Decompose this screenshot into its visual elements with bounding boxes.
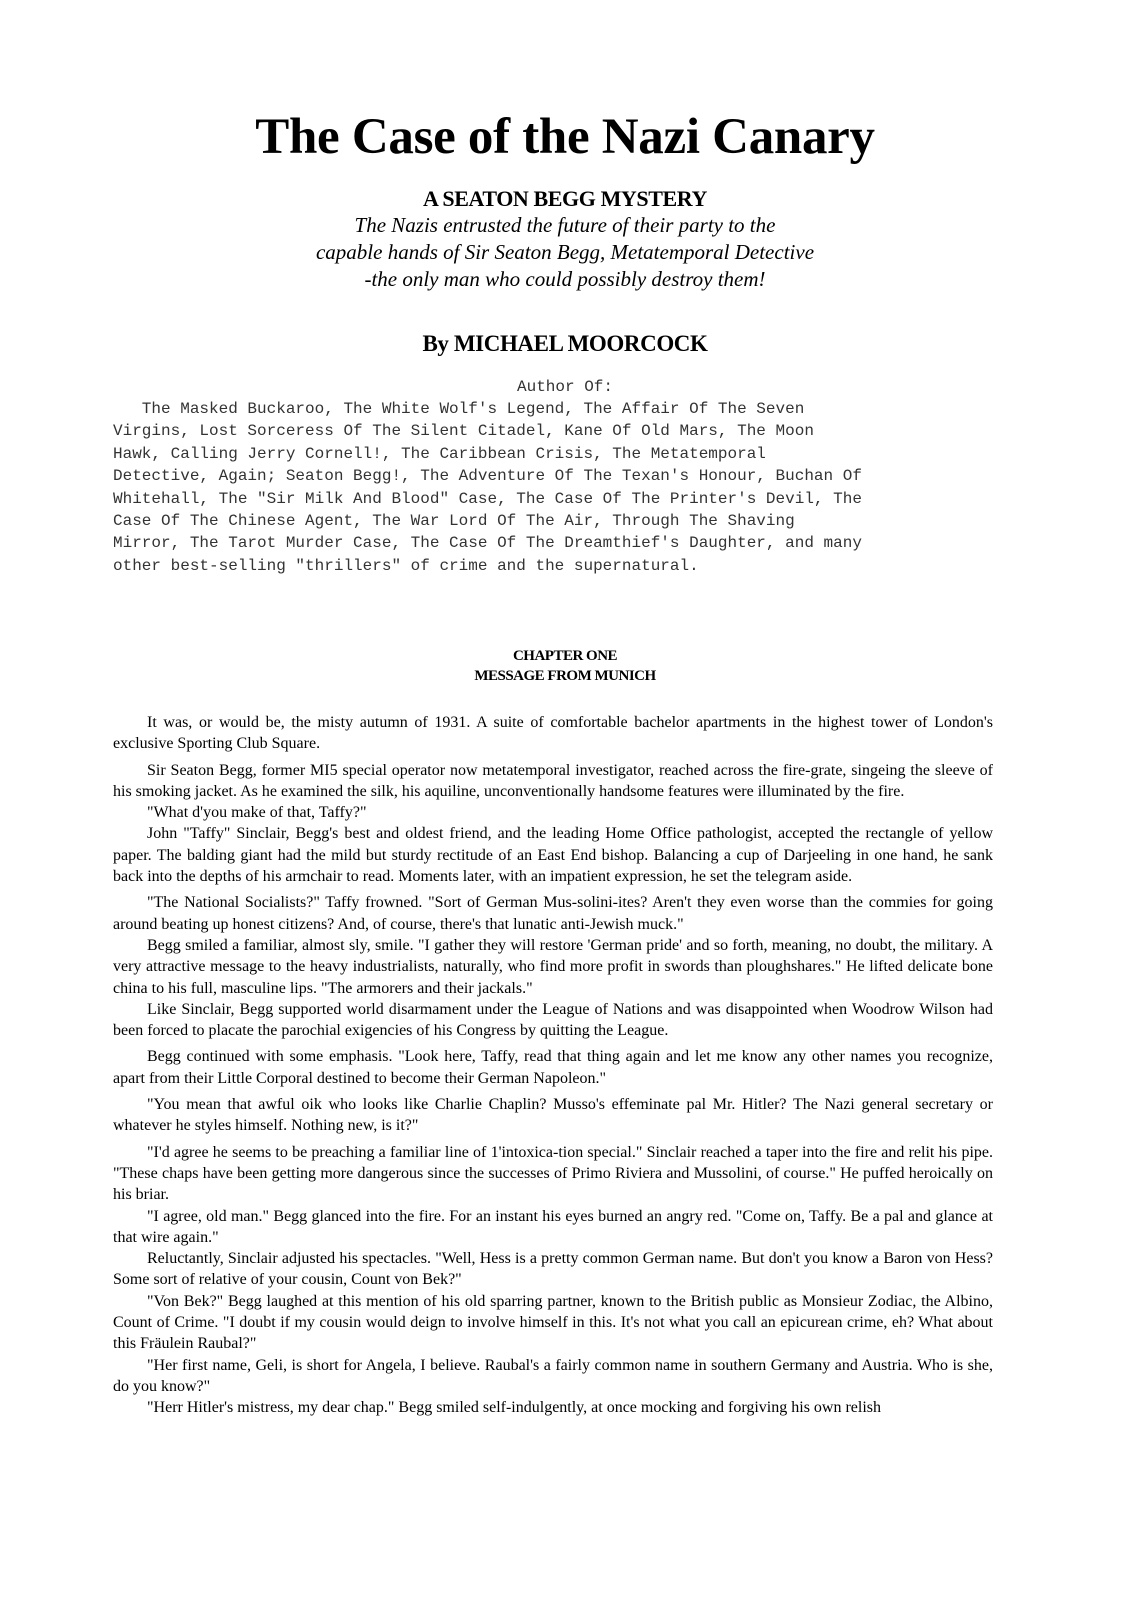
paragraph: Begg smiled a familiar, almost sly, smile. "I gather they will restore 'German pride' and so forth, meaning, no doubt, the military. A very attractive message to the heavy industrialists, naturally, who find more profit in swords than ploughshares." He lifted delicate bone china to his full, masculine lips. "The armorers and their jackals." — [113, 936, 993, 997]
author-of-line: Case Of The Chinese Agent, The War Lord Of The Air, Through The Shaving — [113, 512, 795, 531]
paragraph: "Her first name, Geli, is short for Angela, I believe. Raubal's a fairly common name in southern Germany and Austria. Who is she, do you know?" — [113, 1356, 993, 1395]
paragraph: Reluctantly, Sinclair adjusted his spectacles. "Well, Hess is a pretty common German name. But don't you know a Baron von Hess? Some sort of relative of your cousin, Count von Bek?" — [113, 1250, 993, 1289]
author-byline: By MICHAEL MOORCOCK — [422, 331, 708, 356]
paragraph: "Herr Hitler's mistress, my dear chap." Begg smiled self-indulgently, at once mocking and forgiving his own relish — [147, 1399, 882, 1417]
author-of-line: Whitehall, The "Sir Milk And Blood" Case, The Case Of The Printer's Devil, The — [113, 489, 862, 508]
paragraph: Like Sinclair, Begg supported world disarmament under the League of Nations and was disappointed when Woodrow Wilson had been forced to placate the parochial exigencies of his Congress by quitting the League. — [113, 1000, 993, 1040]
paragraph: Sir Seaton Begg, former MI5 special operator now metatemporal investigator, reached across the fire-grate, singeing the sleeve of his smoking jacket. As he examined the silk, his aquiline, unconventionally handsome features were illuminated by the fire. — [113, 761, 993, 800]
author-of-line: other best-selling "thrillers" of crime and the supernatural. — [113, 556, 699, 575]
paragraph: Begg continued with some emphasis. "Look here, Taffy, read that thing again and let me know any other names you recognize, apart from their Little Corporal destined to become their German Napoleon." — [113, 1048, 993, 1087]
paragraph: It was, or would be, the misty autumn of 1931. A suite of comfortable bachelor apartments in the highest tower of London's exclusive Sporting Club Square. — [113, 714, 993, 753]
tagline-line: capable hands of Sir Seaton Begg, Metatemporal Detective — [315, 240, 815, 264]
story-body — [113, 712, 993, 1419]
paragraph: "The National Socialists?" Taffy frowned. "Sort of German Mus-solini-ites? Aren't they even worse than the commies for going around beating up honest citizens? And, of course, there's that lunatic anti-Jewish muck." — [113, 894, 993, 933]
chapter-number: CHAPTER ONE — [512, 648, 618, 664]
paragraph: "I agree, old man." Begg glanced into the fire. For an instant his eyes burned an angry red. "Come on, Taffy. Be a pal and glance at that wire again." — [113, 1207, 993, 1246]
author-of-line: The Masked Buckaroo, The White Wolf's Legend, The Affair Of The Seven — [113, 400, 805, 418]
paragraph: "I'd agree he seems to be preaching a familiar line of 1'intoxica-tion special." Sinclair reached a taper into the fire and relit his pipe. "These chaps have been getting more dangerous since the successes of Primo Riviera and Mussolini, of course." He puffed heroically on his briar. — [113, 1143, 993, 1204]
author-of-line: Hawk, Calling Jerry Cornell!, The Caribbean Crisis, The Metatemporal — [113, 444, 766, 463]
chapter-title: MESSAGE FROM MUNICH — [474, 668, 656, 684]
author-of-line: Detective, Again; Seaton Begg!, The Adventure Of The Texan's Honour, Buchan Of — [113, 467, 862, 486]
tagline-line: The Nazis entrusted the future of their party to the — [354, 213, 776, 237]
paragraph: "Von Bek?" Begg laughed at this mention of his old sparring partner, known to the British public as Monsieur Zodiac, the Albino, Count of Crime. "I doubt if my cousin would deign to involve himself in this. It's not what you call an epicurean crime, eh? What about this Fräulein Raubal?" — [113, 1292, 993, 1353]
paragraph: John "Taffy" Sinclair, Begg's best and oldest friend, and the leading Home Office pathologist, accepted the rectangle of yellow paper. The balding giant had the mild but sturdy rectitude of an East End bishop. Balancing a cup of Darjeeling in one hand, he sank back into the depths of his armchair to read. Moments later, with an impatient expression, he set the telegram aside. — [113, 825, 993, 886]
paragraph: "What d'you make of that, Taffy?" — [147, 804, 367, 822]
paragraph: "You mean that awful oik who looks like Charlie Chaplin? Musso's effeminate pal Mr. Hitler? The Nazi general secretary or whatever he styles himself. Nothing new, is it?" — [113, 1096, 993, 1135]
story-title: The Case of the Nazi Canary — [255, 109, 875, 165]
author-of-list — [113, 398, 993, 577]
series-subtitle: A SEATON BEGG MYSTERY — [422, 186, 708, 211]
author-of-line: Virgins, Lost Sorceress Of The Silent Citadel, Kane Of Old Mars, The Moon — [113, 422, 814, 441]
author-of-line: Mirror, The Tarot Murder Case, The Case Of The Dreamthief's Daughter, and many — [113, 534, 862, 553]
author-of-heading: Author Of: — [516, 378, 613, 396]
tagline — [0, 212, 1130, 293]
chapter-heading — [0, 646, 1130, 686]
tagline-line: -the only man who could possibly destroy them! — [364, 267, 766, 291]
